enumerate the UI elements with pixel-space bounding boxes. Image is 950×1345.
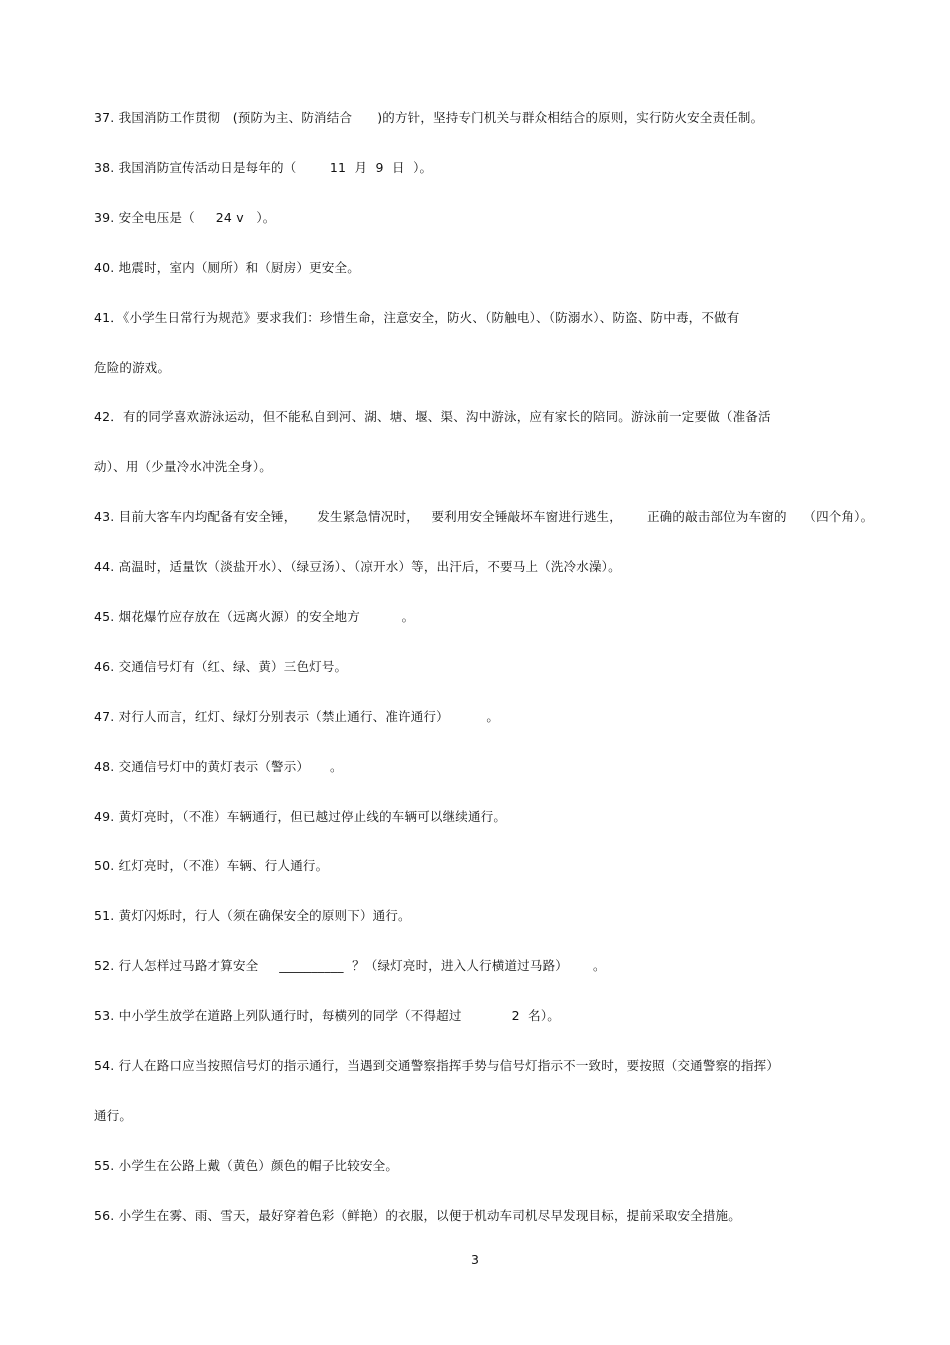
question-49: 49. 黄灯亮时，（不准）车辆通行，但已越过停止线的车辆可以继续通行。	[94, 809, 507, 824]
question-50: 50. 红灯亮时，（不准）车辆、行人通行。	[94, 858, 329, 873]
question-56: 56. 小学生在雾、雨、雪天，最好穿着色彩（鲜艳）的衣服，以便于机动车司机尽早发现目标，提前采取安全措施。	[94, 1208, 741, 1223]
question-42-continuation: 动）、用（少量冷水冲洗全身）。	[94, 459, 273, 474]
question-45: 45. 烟花爆竹应存放在（远离火源）的安全地方 。	[94, 609, 415, 624]
question-53: 53. 中小学生放学在道路上列队通行时，每横列的同学（不得超过 2 名）。	[94, 1008, 560, 1023]
question-40: 40. 地震时，室内（厕所）和（厨房）更安全。	[94, 260, 360, 275]
question-41: 41．《小学生日常行为规范》要求我们：珍惜生命，注意安全，防火、（防触电）、（防溺水）、防盗、防中毒，不做有	[94, 310, 740, 325]
question-39: 39. 安全电压是（ 24 v ）。	[94, 210, 276, 225]
question-42: 42．有的同学喜欢游泳运动，但不能私自到河、湖、塘、堰、渠、沟中游泳，应有家长的陪同。游泳前一定要做（准备活	[94, 409, 771, 424]
question-48: 48. 交通信号灯中的黄灯表示（警示） 。	[94, 759, 343, 774]
question-46: 46. 交通信号灯有（红、绿、黄）三色灯号。	[94, 659, 348, 674]
question-37: 37. 我国消防工作贯彻 (预防为主、防消结合 )的方针，坚持专门机关与群众相结合的原则，实行防火安全责任制。	[94, 110, 764, 125]
question-38: 38. 我国消防宣传活动日是每年的（ 11 月 9 日 ）。	[94, 160, 433, 175]
question-51: 51. 黄灯闪烁时，行人（须在确保安全的原则下）通行。	[94, 908, 411, 923]
question-44: 44. 高温时，适量饮（淡盐开水）、（绿豆汤）、（凉开水）等，出汗后，不要马上（洗冷水澡）。	[94, 559, 621, 574]
question-47: 47. 对行人而言，红灯、绿灯分别表示（禁止通行、准许通行） 。	[94, 709, 500, 724]
question-54: 54. 行人在路口应当按照信号灯的指示通行，当遇到交通警察指挥手势与信号灯指示不一致时，要按照（交通警察的指挥）	[94, 1058, 780, 1073]
question-52: 52. 行人怎样过马路才算安全 __________ ？（绿灯亮时，进入人行横道过马路） 。	[94, 958, 606, 973]
page-number: 3	[471, 1252, 479, 1267]
question-41-continuation: 危险的游戏。	[94, 360, 171, 375]
question-54-continuation: 通行。	[94, 1108, 133, 1123]
question-55: 55. 小学生在公路上戴（黄色）颜色的帽子比较安全。	[94, 1158, 399, 1173]
question-43: 43. 目前大客车内均配备有安全锤， 发生紧急情况时， 要利用安全锤敲坏车窗进行逃生， 正确的敲击部位为车窗的 （四个角）。	[94, 509, 874, 524]
